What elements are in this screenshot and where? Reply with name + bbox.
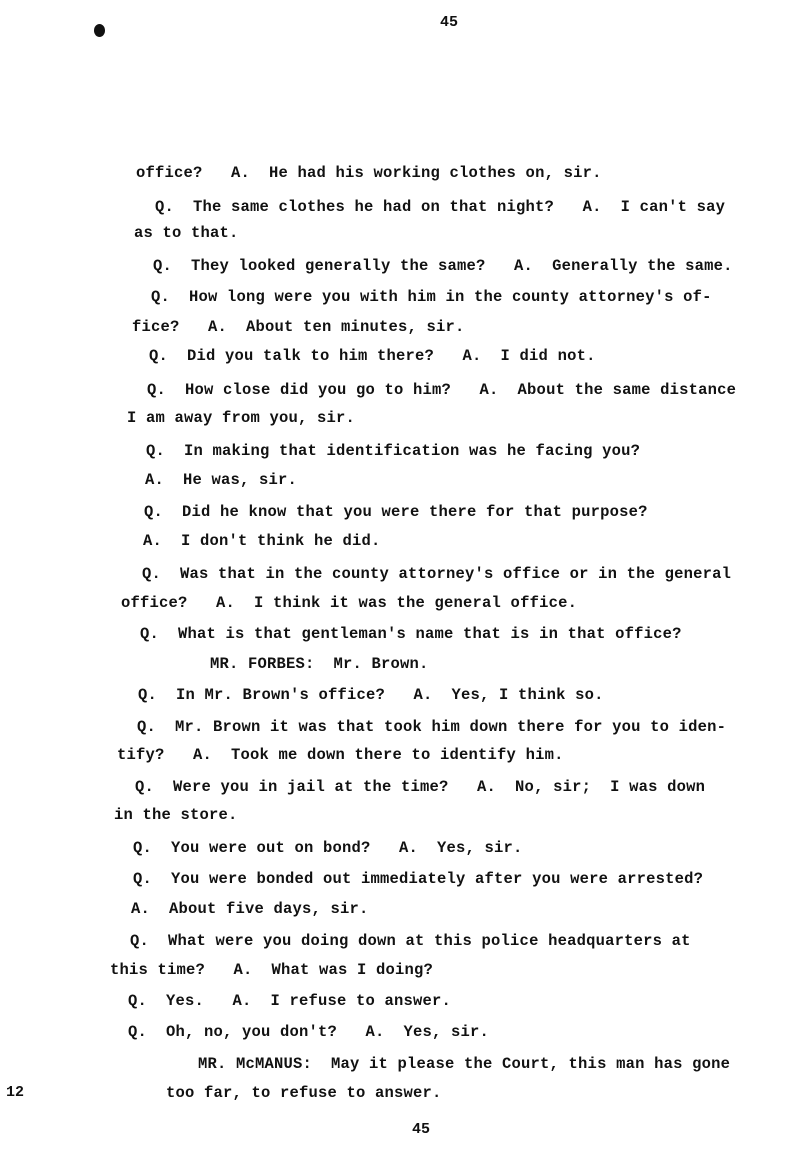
page-number-bottom: 45: [412, 1121, 431, 1138]
page-number-top: 45: [440, 14, 459, 31]
transcript-line: Q. Were you in jail at the time? A. No, sir; I was down: [135, 778, 706, 796]
transcript-line: office? A. He had his working clothes on, sir.: [136, 164, 602, 182]
transcript-line: Q. What were you doing down at this police headquarters at: [130, 932, 691, 950]
transcript-line: Q. Yes. A. I refuse to answer.: [128, 992, 452, 1010]
transcript-line: Q. In making that identification was he facing you?: [146, 442, 641, 460]
transcript-line: as to that.: [134, 224, 239, 242]
transcript-line: MR. McMANUS: May it please the Court, this man has gone: [198, 1055, 731, 1073]
transcript-line: Q. Was that in the county attorney's office or in the general: [142, 565, 732, 583]
transcript-line: office? A. I think it was the general office.: [121, 594, 578, 612]
transcript-line: Q. Did you talk to him there? A. I did not.: [149, 347, 596, 365]
transcript-line: Q. You were out on bond? A. Yes, sir.: [133, 839, 523, 857]
transcript-line: A. I don't think he did.: [143, 532, 381, 550]
transcript-line: Q. How long were you with him in the county attorney's of-: [151, 288, 712, 306]
transcript-line: Q. Oh, no, you don't? A. Yes, sir.: [128, 1023, 490, 1041]
transcript-line: this time? A. What was I doing?: [110, 961, 434, 979]
transcript-line: Q. In Mr. Brown's office? A. Yes, I think so.: [138, 686, 604, 704]
transcript-line: Q. How close did you go to him? A. About the same distance: [147, 381, 737, 399]
transcript-line: Q. They looked generally the same? A. Generally the same.: [153, 257, 733, 275]
transcript-line: Q. You were bonded out immediately after you were arrested?: [133, 870, 704, 888]
transcript-line: Q. Mr. Brown it was that took him down there for you to iden-: [137, 718, 727, 736]
transcript-line: I am away from you, sir.: [127, 409, 356, 427]
transcript-line: Q. The same clothes he had on that night? A. I can't say: [155, 198, 726, 216]
punch-hole-mark: [94, 24, 105, 37]
transcript-line: A. He was, sir.: [145, 471, 298, 489]
transcript-line: MR. FORBES: Mr. Brown.: [210, 655, 429, 673]
transcript-line: A. About five days, sir.: [131, 900, 369, 918]
transcript-line: fice? A. About ten minutes, sir.: [132, 318, 465, 336]
margin-number: 12: [6, 1084, 25, 1101]
transcript-line: tify? A. Took me down there to identify him.: [117, 746, 564, 764]
transcript-line: Q. What is that gentleman's name that is in that office?: [140, 625, 682, 643]
transcript-line: in the store.: [114, 806, 238, 824]
transcript-line: too far, to refuse to answer.: [166, 1084, 442, 1102]
transcript-line: Q. Did he know that you were there for that purpose?: [144, 503, 648, 521]
